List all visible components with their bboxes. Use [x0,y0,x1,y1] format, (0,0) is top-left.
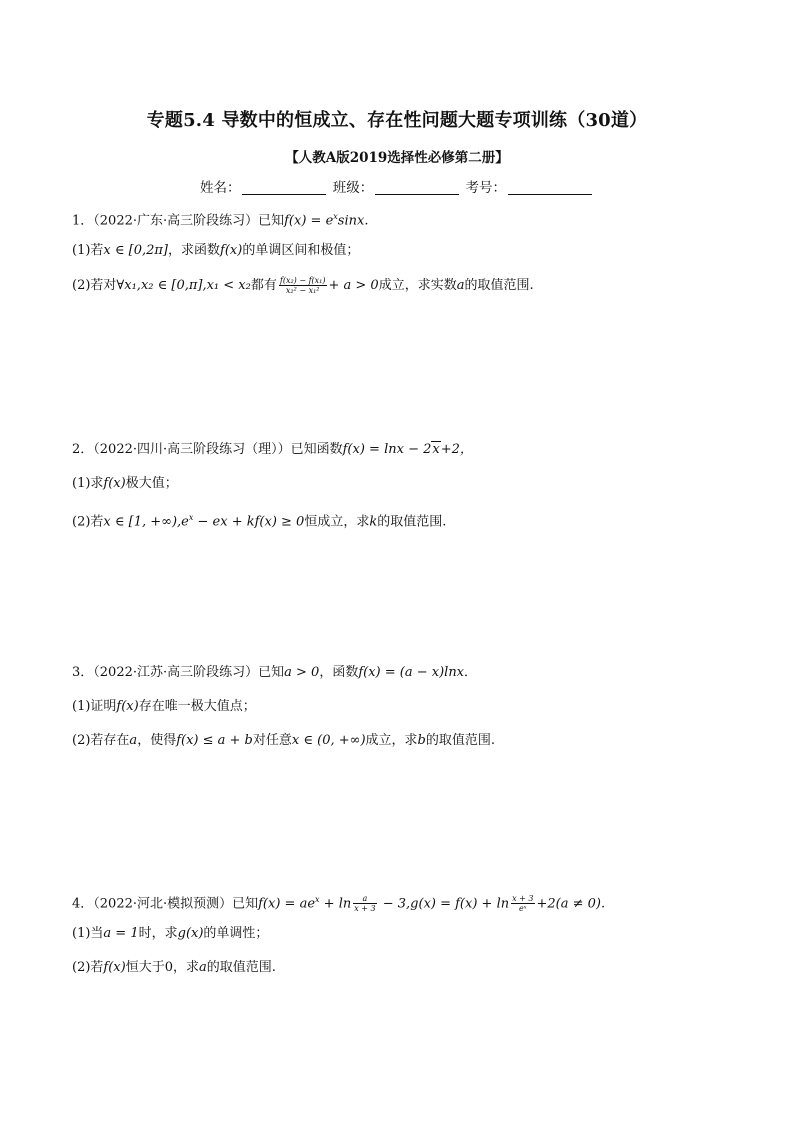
question-part-2: (2)若x ∈ [1, $+\infty),e^x$ − ex + kf(x) ≥ 0恒成立，求k的取值范围. [72,513,447,530]
question-stem: 3．（2022·江苏·高三阶段练习）已知a > 0，函数f(x) = (a − x)lnx． [72,665,478,680]
class-blank[interactable] [375,180,459,195]
fraction: $\frac{a}{x + 3}$ [354,894,376,914]
question-1 [72,208,734,310]
question-stem: 2．（2022·四川·高三阶段练习（理））已知函数f(x) = lnx − 2x+2， [72,442,473,457]
question-part-1: (1)当a = 1时，求g(x)的单调性； [72,926,269,941]
question-part-1: (1)求f(x)极大值； [72,476,178,491]
exam-number-blank[interactable] [508,180,592,195]
student-info-line [0,176,794,196]
name-label: 姓名： [199,180,241,196]
class-label: 班级： [332,180,374,196]
question-stem: 4．（2022·河北·模拟预测）已知$f(x) = ae^x + \ln$ $\frac{a}{x + 3}$ − 3,g(x) = f(x) + ln $\frac{x + 3}{\text{eˣ}}$ +2(a ≠ 0). [72,894,606,914]
question-part-1: (1)证明f(x)存在唯一极大值点； [72,699,256,714]
exam-label: 考号： [465,180,507,196]
question-4 [72,891,734,993]
question-3 [72,664,734,766]
question-stem: 1．（2022·广东·高三阶段练习）已知$f(x) = e^x\sin x$. [72,212,369,229]
question-part-2: (2)若存在a，使得f(x) ≤ a + b对任意x ∈ (0, +∞)成立，求b的取值范围. [72,733,496,748]
question-part-2: (2)若f(x)恒大于0，求a的取值范围. [72,960,276,975]
sqrt-symbol: x [432,442,440,457]
question-part-2: (2)若对∀x₁,x₂ ∈ [0,π],x₁ < x₂都有 $\frac{\text{f(x₂) − f(x₁)}}{\text{x₂² − x₁²}}$ + a > 0成立，求实数a的取值范围. [72,276,534,295]
question-part-1: (1)若x ∈ [0,2π]，求函数f(x)的单调区间和极值； [72,243,360,258]
page-title: 专题5.4 导数中的恒成立、存在性问题大题专项训练（30道） [146,110,648,131]
textbook-subtitle: 【人教A版2019选择性必修第二册】 [285,150,509,166]
name-blank[interactable] [242,180,326,195]
fraction: $\frac{x + 3}{\text{eˣ}}$ [512,894,534,914]
fraction: $\frac{\text{f(x₂) − f(x₁)}}{\text{x₂² − x₁²}}$ [279,276,326,295]
question-2 [72,441,734,543]
